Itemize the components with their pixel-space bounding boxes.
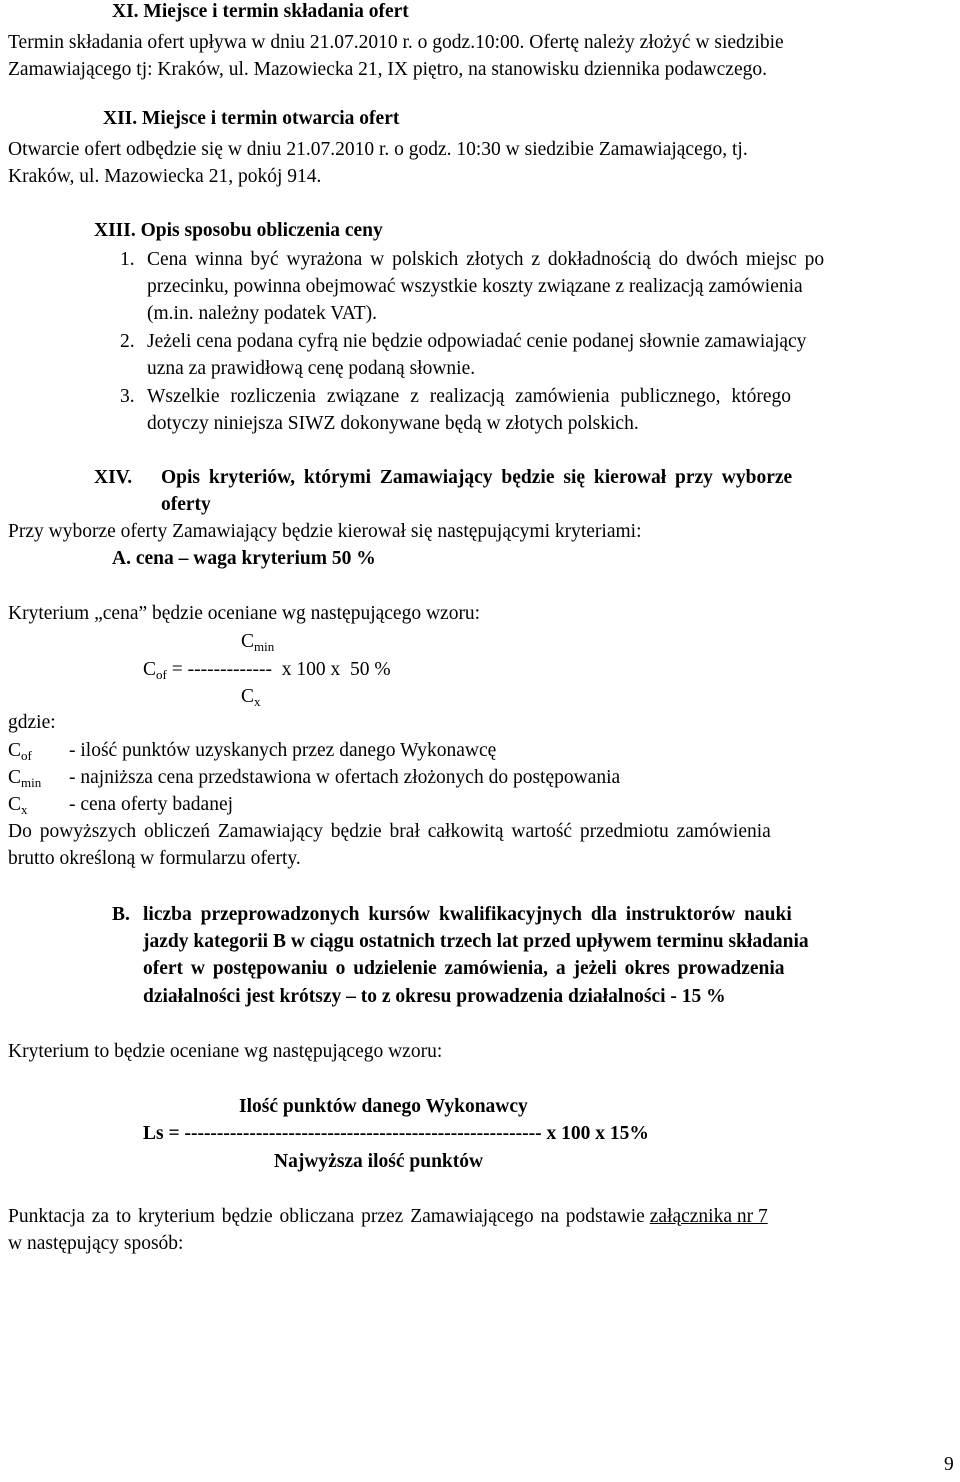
- section-xiv-number: XIV.: [94, 467, 133, 488]
- criterion-a-note-2: brutto określoną w formularzu oferty.: [8, 848, 301, 869]
- section-xii-line-1: Otwarcie ofert odbędzie się w dniu 21.07.2010 r. o godz. 10:30 w siedzibie Zamawiającego, tj.: [8, 139, 748, 160]
- gdzie-label: gdzie:: [8, 712, 56, 733]
- definition-cx: [8, 795, 233, 815]
- formula-a-num-sub: min: [254, 639, 275, 654]
- definition-cof-c: C: [8, 740, 22, 761]
- definition-cmin-sub: min: [21, 775, 42, 790]
- formula-a-rhs: = ------------- x 100 x 50 %: [166, 659, 391, 680]
- formula-b-numerator: Ilość punktów danego Wykonawcy: [239, 1096, 528, 1117]
- formula-a-num-c: C: [241, 631, 255, 652]
- section-xi-line-2: Zamawiającego tj: Kraków, ul. Mazowiecka 21, IX piętro, na stanowisku dziennika podawczego.: [8, 59, 767, 80]
- closing-line-2: w następujący sposób:: [8, 1233, 184, 1254]
- attachment-reference: załącznika nr 7: [649, 1206, 768, 1227]
- definition-cof-symbol: [8, 741, 69, 761]
- criterion-b-line-3: ofert w postępowaniu o udzielenie zamówienia, a jeżeli okres prowadzenia: [143, 958, 785, 979]
- section-xii-line-2: Kraków, ul. Mazowiecka 21, pokój 914.: [8, 166, 322, 187]
- definition-cx-sub: x: [21, 802, 28, 817]
- criterion-a-heading: A. cena – waga kryterium 50 %: [112, 548, 376, 569]
- formula-a-main: [143, 660, 391, 680]
- formula-a-lhs-sub: of: [156, 667, 167, 682]
- item-1-number: 1.: [120, 249, 135, 270]
- item-2-line-1: Jeżeli cena podana cyfrą nie będzie odpowiadać cenie podanej słownie zamawiający: [147, 331, 807, 352]
- closing-text: Punktacja za to kryterium będzie obliczana przez Zamawiającego na podstawie: [8, 1206, 645, 1227]
- criterion-b-line-1: liczba przeprowadzonych kursów kwalifikacyjnych dla instruktorów nauki: [143, 904, 792, 925]
- criterion-b-number: B.: [112, 904, 130, 925]
- formula-a-denominator: [241, 687, 261, 707]
- definition-cof-sub: of: [21, 748, 32, 763]
- closing-line-1: [8, 1207, 768, 1227]
- formula-b-main: Ls = ------------------------------------------------------- x 100 x 15%: [143, 1123, 649, 1144]
- definition-cmin-c: C: [8, 767, 22, 788]
- section-xiv-title-2: oferty: [161, 494, 211, 515]
- item-2-line-2: uzna za prawidłową cenę podaną słownie.: [147, 358, 476, 379]
- criterion-b-line-2: jazdy kategorii B w ciągu ostatnich trzech lat przed upływem terminu składania: [143, 931, 809, 952]
- definition-cmin: [8, 768, 620, 788]
- definition-cof-desc: - ilość punktów uzyskanych przez danego Wykonawcę: [69, 740, 497, 761]
- item-3-number: 3.: [120, 386, 135, 407]
- section-xii-title: XII. Miejsce i termin otwarcia ofert: [103, 108, 400, 129]
- formula-a-lhs-c: C: [143, 659, 157, 680]
- definition-cx-symbol: [8, 795, 69, 815]
- definition-cx-c: C: [8, 794, 22, 815]
- definition-cmin-desc: - najniższa cena przedstawiona w ofertach złożonych do postępowania: [69, 767, 621, 788]
- formula-b-denominator: Najwyższa ilość punktów: [274, 1151, 484, 1172]
- formula-a-numerator: [241, 632, 274, 652]
- item-3-line-1: Wszelkie rozliczenia związane z realizacją zamówienia publicznego, którego: [147, 386, 791, 407]
- item-2-number: 2.: [120, 331, 135, 352]
- criterion-a-formula-intro: Kryterium „cena” będzie oceniane wg następującego wzoru:: [8, 603, 481, 624]
- section-xiii-title: XIII. Opis sposobu obliczenia ceny: [94, 220, 383, 241]
- section-xi-title: XI. Miejsce i termin składania ofert: [112, 1, 409, 22]
- definition-cmin-symbol: [8, 768, 69, 788]
- formula-a-den-sub: x: [254, 694, 261, 709]
- definition-cof: [8, 741, 496, 761]
- criterion-b-formula-intro: Kryterium to będzie oceniane wg następującego wzoru:: [8, 1041, 443, 1062]
- section-xiv-intro: Przy wyborze oferty Zamawiający będzie kierował się następującymi kryteriami:: [8, 521, 642, 542]
- item-1-line-2: przecinku, powinna obejmować wszystkie koszty związane z realizacją zamówienia: [147, 276, 803, 297]
- item-3-line-2: dotyczy niniejsza SIWZ dokonywane będą w złotych polskich.: [147, 413, 639, 434]
- criterion-a-note-1: Do powyższych obliczeń Zamawiający będzie brał całkowitą wartość przedmiotu zamówienia: [8, 821, 771, 842]
- formula-a-den-c: C: [241, 686, 255, 707]
- section-xi-line-1: Termin składania ofert upływa w dniu 21.07.2010 r. o godz.10:00. Ofertę należy złożyć w siedzibie: [8, 32, 784, 53]
- page-number: 9: [944, 1454, 954, 1475]
- section-xiv-title-1: Opis kryteriów, którymi Zamawiający będzie się kierował przy wyborze: [161, 467, 793, 488]
- definition-cx-desc: - cena oferty badanej: [69, 794, 234, 815]
- item-1-line-3: (m.in. należny podatek VAT).: [147, 303, 377, 324]
- criterion-b-line-4: działalności jest krótszy – to z okresu prowadzenia działalności - 15 %: [143, 986, 726, 1007]
- item-1-text-1: Cena winna być wyrażona w polskich złotych z dokładnością do dwóch miejsc po: [147, 249, 825, 270]
- item-1-line-1: [147, 250, 957, 270]
